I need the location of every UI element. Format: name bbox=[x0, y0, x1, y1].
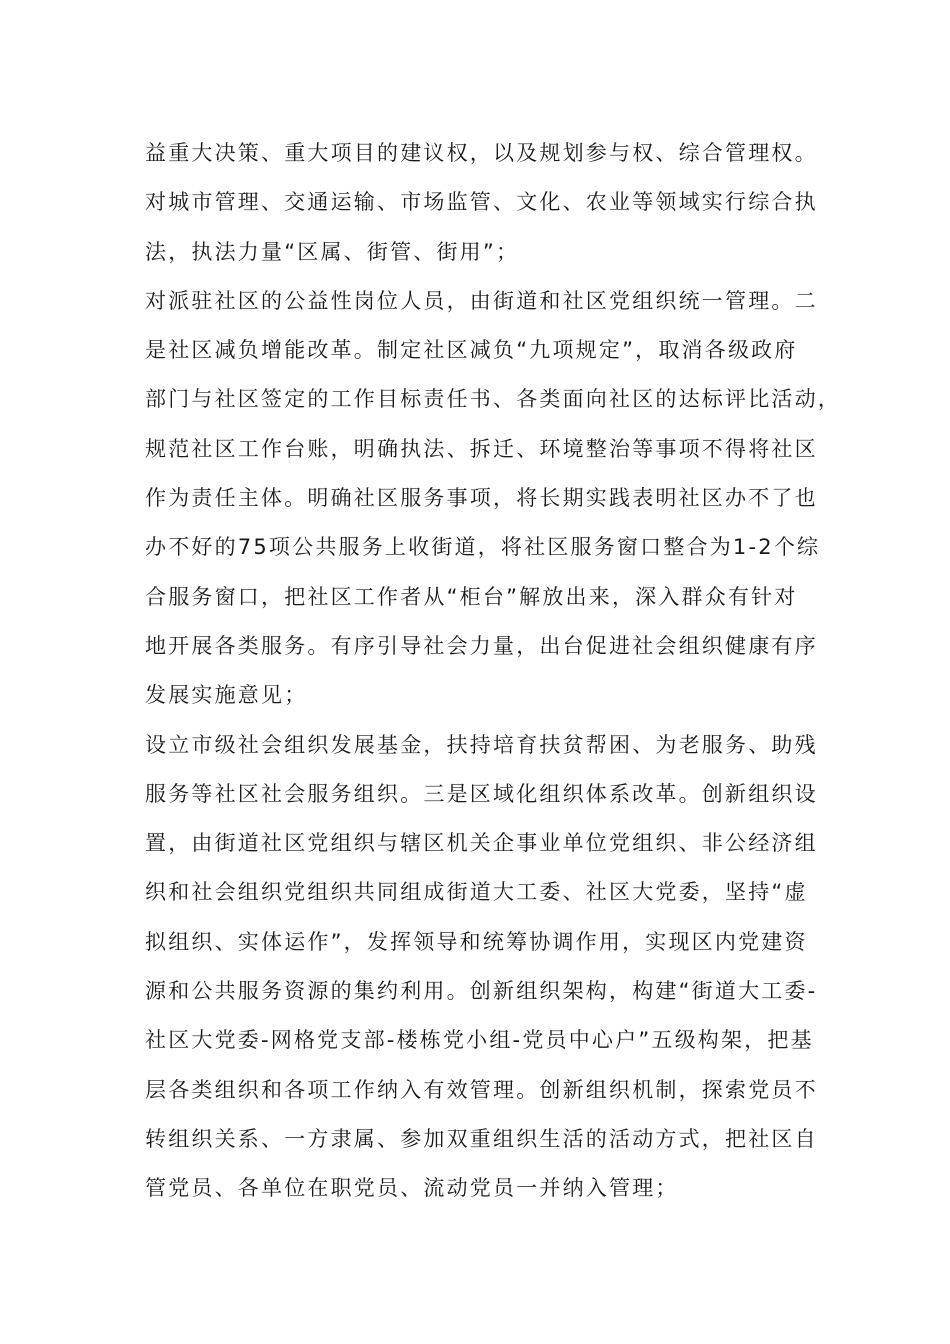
text-line: 置，由街道社区党组织与辖区机关企事业单位党组织、非公经济组 bbox=[145, 831, 818, 856]
text-line: 对城市管理、交通运输、市场监管、文化、农业等领域实行综合执 bbox=[145, 190, 818, 215]
text-line: 部门与社区签定的工作目标责任书、各类面向社区的达标评比活动， bbox=[145, 387, 841, 412]
text-line: 对派驻社区的公益性岗位人员，由街道和社区党组织统一管理。二 bbox=[145, 288, 818, 313]
text-line: 法，执法力量“区属、街管、街用”； bbox=[145, 239, 520, 264]
text-line: 转组织关系、一方隶属、参加双重组织生活的活动方式，把社区自 bbox=[145, 1126, 818, 1151]
text-line: 社区大党委-网格党支部-楼栋党小组-党员中心户”五级构架，把基 bbox=[145, 1028, 814, 1053]
document-body bbox=[145, 131, 841, 1216]
text-line: 地开展各类服务。有序引导社会力量，出台促进社会组织健康有序 bbox=[145, 633, 818, 658]
text-line: 合服务窗口，把社区工作者从“柜台”解放出来，深入群众有针对 bbox=[145, 584, 798, 609]
text-line: 发展实施意见； bbox=[145, 683, 308, 708]
text-line: 是社区减负增能改革。制定社区减负“九项规定”，取消各级政府 bbox=[145, 338, 798, 363]
text-line: 益重大决策、重大项目的建议权，以及规划参与权、综合管理权。 bbox=[145, 141, 818, 165]
text-line: 作为责任主体。明确社区服务事项，将长期实践表明社区办不了也 bbox=[145, 486, 818, 511]
text-line: 管党员、各单位在职党员、流动党员一并纳入管理； bbox=[145, 1176, 679, 1201]
text-line: 规范社区工作台账，明确执法、拆迁、环境整治等事项不得将社区 bbox=[145, 436, 818, 461]
text-line: 织和社会组织党组织共同组成街道大工委、社区大党委，坚持“虚 bbox=[145, 880, 808, 905]
text-line: 源和公共服务资源的集约利用。创新组织架构，构建“街道大工委- bbox=[145, 979, 818, 1004]
text-line: 拟组织、实体运作”，发挥领导和统筹协调作用，实现区内党建资 bbox=[145, 929, 808, 954]
text-line: 服务等社区社会服务组织。三是区域化组织体系改革。创新组织设 bbox=[145, 781, 818, 806]
text-line: 设立市级社会组织发展基金，扶持培育扶贫帮困、为老服务、助残 bbox=[145, 732, 818, 757]
text-line: 办不好的75项公共服务上收街道，将社区服务窗口整合为1-2个综 bbox=[145, 535, 821, 560]
text-line: 层各类组织和各项工作纳入有效管理。创新组织机制，探索党员不 bbox=[145, 1077, 818, 1102]
